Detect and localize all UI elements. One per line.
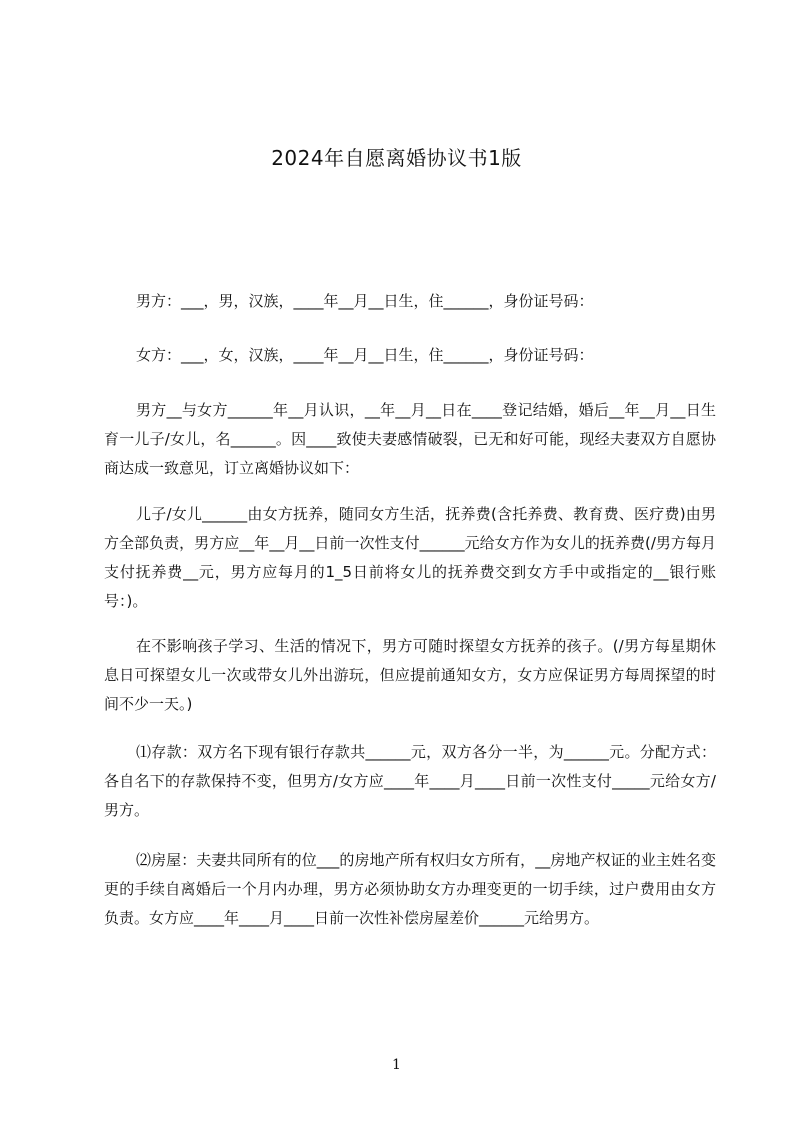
paragraph-marriage-background: 男方__与女方______年__月认识，__年__月__日在____登记结婚，婚后__年__月__日生育一儿子/女儿，名______。因____致使夫妻感情破裂，已无和好可能，现经夫妻双方自愿协商达成一致意见，订立离婚协议如下： xyxy=(104,401,716,477)
paragraph-house: ⑵房屋：夫妻共同所有的位___的房地产所有权归女方所有，__房地产权证的业主姓名变更的手续自离婚后一个月内办理，男方必须协助女方办理变更的一切手续，过户费用由女方负责。女方应____年____月____日前一次性补偿房屋差价______元给男方。 xyxy=(104,851,716,927)
paragraph-male-party-info: 男方：___，男，汉族，____年__月__日生，住______，身份证号码： xyxy=(136,292,594,310)
paragraph-savings: ⑴存款：双方名下现有银行存款共______元，双方各分一半，为______元。分配方式：各自名下的存款保持不变，但男方/女方应____年____月____日前一次性支付_____元给女方/男方。 xyxy=(104,743,716,819)
page-number: 1 xyxy=(392,1057,401,1073)
paragraph-child-custody: 儿子/女儿______由女方抚养，随同女方生活，抚养费(含托养费、教育费、医疗费)由男方全部负责，男方应__年__月__日前一次性支付______元给女方作为女儿的抚养费(/男方每月支付抚养费__元，男方应每月的1_5日前将女儿的抚养费交到女方手中或指定的__银行账号：)。 xyxy=(104,505,716,610)
paragraph-female-party-info: 女方：___，女，汉族，____年__月__日生，住______，身份证号码： xyxy=(136,346,594,364)
document-title: 2024年自愿离婚协议书1版 xyxy=(271,146,522,170)
paragraph-visitation: 在不影响孩子学习、生活的情况下，男方可随时探望女方抚养的孩子。(/男方每星期休息日可探望女儿一次或带女儿外出游玩，但应提前通知女方，女方应保证男方每周探望的时间不少一天。) xyxy=(104,637,716,713)
